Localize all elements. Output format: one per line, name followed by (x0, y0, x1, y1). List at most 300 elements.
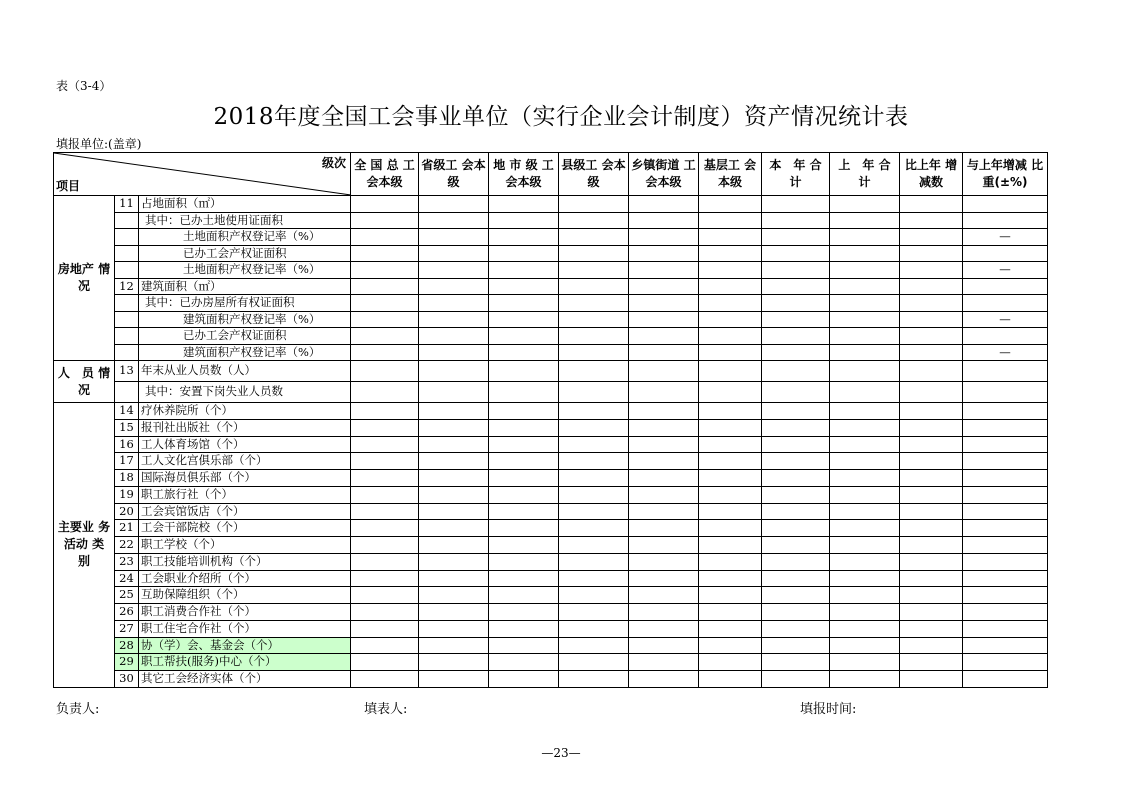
value-cell (559, 278, 629, 295)
value-cell (419, 382, 489, 403)
value-cell (419, 436, 489, 453)
value-cell (900, 436, 963, 453)
value-cell (900, 453, 963, 470)
value-cell (629, 671, 699, 688)
ratio-cell (963, 503, 1048, 520)
value-cell (900, 361, 963, 382)
value-cell (900, 570, 963, 587)
ratio-cell (963, 654, 1048, 671)
value-cell (900, 278, 963, 295)
row-item-label: 建筑面积产权登记率（%） (139, 344, 351, 361)
value-cell (762, 419, 830, 436)
value-cell (419, 553, 489, 570)
value-cell (762, 229, 830, 246)
row-number: 13 (115, 361, 139, 382)
value-cell (351, 486, 419, 503)
value-cell (629, 537, 699, 554)
row-number: 25 (115, 587, 139, 604)
row-number: 17 (115, 453, 139, 470)
value-cell (419, 486, 489, 503)
value-cell (419, 262, 489, 279)
value-cell (699, 671, 762, 688)
table-body (54, 153, 1048, 688)
value-cell (629, 553, 699, 570)
value-cell (830, 196, 900, 213)
value-cell (351, 278, 419, 295)
value-cell (419, 620, 489, 637)
row-item-label: 报刊社出版社（个） (139, 419, 351, 436)
value-cell (489, 587, 559, 604)
value-cell (699, 245, 762, 262)
value-cell (351, 344, 419, 361)
value-cell (559, 196, 629, 213)
value-cell (559, 403, 629, 420)
row-number: 14 (115, 403, 139, 420)
value-cell (559, 212, 629, 229)
category-personnel: 人 员 情 况 (54, 361, 115, 403)
value-cell (762, 671, 830, 688)
value-cell (351, 212, 419, 229)
table-row (54, 654, 1048, 671)
row-item-label: 职工帮扶(服务)中心（个） (139, 654, 351, 671)
value-cell (419, 361, 489, 382)
value-cell (762, 382, 830, 403)
value-cell (762, 344, 830, 361)
col-header: 省级工 会本级 (419, 153, 489, 196)
table-row (54, 245, 1048, 262)
row-item-label: 协（学）会、基金会（个） (139, 637, 351, 654)
value-cell (559, 419, 629, 436)
page-title: 2018年度全国工会事业单位（实行企业会计制度）资产情况统计表 (213, 104, 909, 130)
row-item-label: 职工消费合作社（个） (139, 604, 351, 621)
value-cell (629, 344, 699, 361)
row-number: 23 (115, 553, 139, 570)
value-cell (830, 212, 900, 229)
value-cell (489, 436, 559, 453)
value-cell (629, 278, 699, 295)
table-row (54, 278, 1048, 295)
value-cell (900, 520, 963, 537)
report-time-label: 填报时间: (800, 702, 857, 717)
value-cell (762, 587, 830, 604)
value-cell (489, 570, 559, 587)
value-cell (900, 537, 963, 554)
value-cell (830, 328, 900, 345)
value-cell (351, 604, 419, 621)
value-cell (830, 671, 900, 688)
value-cell (629, 486, 699, 503)
value-cell (699, 637, 762, 654)
value-cell (900, 587, 963, 604)
asset-statistics-table (53, 152, 1048, 688)
value-cell (699, 520, 762, 537)
value-cell (900, 503, 963, 520)
value-cell (699, 229, 762, 246)
header-row (54, 153, 1048, 196)
value-cell (629, 295, 699, 312)
value-cell (830, 604, 900, 621)
value-cell (699, 262, 762, 279)
ratio-cell (963, 419, 1048, 436)
value-cell (559, 503, 629, 520)
value-cell (900, 637, 963, 654)
value-cell (762, 311, 830, 328)
value-cell (699, 295, 762, 312)
value-cell (351, 620, 419, 637)
value-cell (762, 403, 830, 420)
row-item-label: 工人体育场馆（个） (139, 436, 351, 453)
value-cell (559, 262, 629, 279)
table-row (54, 486, 1048, 503)
row-item-label: 工会职业介绍所（个） (139, 570, 351, 587)
value-cell (419, 604, 489, 621)
value-cell (419, 503, 489, 520)
ratio-cell (963, 361, 1048, 382)
row-number (115, 212, 139, 229)
table-code: 表（3-4） (56, 79, 112, 93)
row-number: 16 (115, 436, 139, 453)
value-cell (900, 604, 963, 621)
value-cell (629, 520, 699, 537)
value-cell (830, 311, 900, 328)
value-cell (419, 328, 489, 345)
value-cell (351, 419, 419, 436)
value-cell (629, 637, 699, 654)
row-number (115, 344, 139, 361)
value-cell (351, 520, 419, 537)
ratio-cell (963, 671, 1048, 688)
value-cell (830, 520, 900, 537)
value-cell (629, 570, 699, 587)
col-header: 比上年 增减数 (900, 153, 963, 196)
value-cell (900, 671, 963, 688)
value-cell (830, 587, 900, 604)
row-item-label: 土地面积产权登记率（%） (139, 262, 351, 279)
value-cell (489, 503, 559, 520)
row-item-label: 职工技能培训机构（个） (139, 553, 351, 570)
value-cell (762, 537, 830, 554)
value-cell (900, 419, 963, 436)
value-cell (762, 453, 830, 470)
table-row (54, 537, 1048, 554)
row-number: 20 (115, 503, 139, 520)
value-cell (762, 486, 830, 503)
col-header: 上 年 合 计 (830, 153, 900, 196)
value-cell (629, 262, 699, 279)
ratio-cell (963, 403, 1048, 420)
value-cell (419, 570, 489, 587)
value-cell (699, 382, 762, 403)
value-cell (351, 453, 419, 470)
value-cell (489, 620, 559, 637)
value-cell (900, 196, 963, 213)
value-cell (629, 229, 699, 246)
value-cell (830, 229, 900, 246)
value-cell (351, 570, 419, 587)
value-cell (419, 196, 489, 213)
value-cell (489, 229, 559, 246)
value-cell (762, 503, 830, 520)
value-cell (900, 311, 963, 328)
row-item-label: 已办工会产权证面积 (139, 328, 351, 345)
col-header: 地 市 级 工会本级 (489, 153, 559, 196)
ratio-cell: — (963, 344, 1048, 361)
level-label: 级次 (321, 156, 346, 170)
value-cell (559, 553, 629, 570)
value-cell (559, 229, 629, 246)
value-cell (489, 344, 559, 361)
row-item-label: 工人文化宫俱乐部（个） (139, 453, 351, 470)
value-cell (489, 328, 559, 345)
value-cell (762, 295, 830, 312)
value-cell (762, 278, 830, 295)
value-cell (559, 295, 629, 312)
table-row (54, 637, 1048, 654)
value-cell (351, 537, 419, 554)
value-cell (489, 361, 559, 382)
table-row (54, 212, 1048, 229)
value-cell (699, 311, 762, 328)
ratio-cell (963, 604, 1048, 621)
value-cell (762, 520, 830, 537)
ratio-cell (963, 328, 1048, 345)
value-cell (351, 328, 419, 345)
value-cell (351, 361, 419, 382)
table-row (54, 587, 1048, 604)
value-cell (900, 229, 963, 246)
value-cell (351, 671, 419, 688)
row-item-label: 国际海员俱乐部（个） (139, 470, 351, 487)
value-cell (489, 486, 559, 503)
table-row (54, 403, 1048, 420)
value-cell (699, 328, 762, 345)
value-cell (419, 671, 489, 688)
value-cell (351, 503, 419, 520)
table-row (54, 311, 1048, 328)
value-cell (699, 344, 762, 361)
value-cell (629, 503, 699, 520)
table-row (54, 503, 1048, 520)
row-item-label: 疗休养院所（个） (139, 403, 351, 420)
table-row (54, 620, 1048, 637)
value-cell (699, 196, 762, 213)
value-cell (900, 212, 963, 229)
ratio-cell (963, 453, 1048, 470)
row-item-label: 占地面积（㎡） (139, 196, 351, 213)
value-cell (489, 537, 559, 554)
value-cell (629, 453, 699, 470)
value-cell (559, 620, 629, 637)
table-row (54, 570, 1048, 587)
value-cell (830, 637, 900, 654)
table-row (54, 604, 1048, 621)
value-cell (419, 403, 489, 420)
item-label: 项目 (56, 179, 81, 193)
diagonal-line (54, 153, 351, 195)
value-cell (830, 361, 900, 382)
value-cell (419, 637, 489, 654)
value-cell (762, 436, 830, 453)
value-cell (629, 419, 699, 436)
value-cell (351, 637, 419, 654)
ratio-cell: — (963, 262, 1048, 279)
value-cell (629, 436, 699, 453)
value-cell (629, 587, 699, 604)
value-cell (699, 212, 762, 229)
value-cell (830, 262, 900, 279)
row-item-label: 其中：已办房屋所有权证面积 (139, 295, 351, 312)
value-cell (762, 620, 830, 637)
value-cell (559, 486, 629, 503)
row-item-label: 工会宾馆饭店（个） (139, 503, 351, 520)
table-row (54, 436, 1048, 453)
value-cell (629, 196, 699, 213)
value-cell (900, 553, 963, 570)
value-cell (762, 245, 830, 262)
value-cell (489, 278, 559, 295)
value-cell (489, 604, 559, 621)
table-row (54, 229, 1048, 246)
value-cell (351, 229, 419, 246)
value-cell (699, 587, 762, 604)
value-cell (489, 262, 559, 279)
value-cell (629, 604, 699, 621)
value-cell (830, 344, 900, 361)
value-cell (351, 436, 419, 453)
value-cell (489, 637, 559, 654)
ratio-cell (963, 295, 1048, 312)
row-item-label: 职工住宅合作社（个） (139, 620, 351, 637)
value-cell (830, 553, 900, 570)
value-cell (830, 486, 900, 503)
value-cell (699, 604, 762, 621)
row-number: 30 (115, 671, 139, 688)
ratio-cell (963, 486, 1048, 503)
value-cell (419, 654, 489, 671)
value-cell (830, 570, 900, 587)
value-cell (489, 553, 559, 570)
value-cell (559, 570, 629, 587)
value-cell (559, 604, 629, 621)
value-cell (489, 382, 559, 403)
value-cell (629, 382, 699, 403)
value-cell (559, 311, 629, 328)
row-number: 19 (115, 486, 139, 503)
value-cell (830, 537, 900, 554)
value-cell (419, 537, 489, 554)
ratio-cell (963, 570, 1048, 587)
value-cell (699, 486, 762, 503)
value-cell (900, 295, 963, 312)
value-cell (489, 520, 559, 537)
ratio-cell (963, 212, 1048, 229)
value-cell (559, 671, 629, 688)
row-number: 21 (115, 520, 139, 537)
value-cell (559, 654, 629, 671)
ratio-cell (963, 537, 1048, 554)
row-item-label: 其中：已办土地使用证面积 (139, 212, 351, 229)
value-cell (351, 403, 419, 420)
row-item-label: 职工学校（个） (139, 537, 351, 554)
value-cell (351, 382, 419, 403)
row-item-label: 土地面积产权登记率（%） (139, 229, 351, 246)
value-cell (559, 344, 629, 361)
ratio-cell (963, 470, 1048, 487)
value-cell (489, 654, 559, 671)
ratio-cell (963, 196, 1048, 213)
value-cell (830, 654, 900, 671)
row-number: 22 (115, 537, 139, 554)
row-number: 11 (115, 196, 139, 213)
ratio-cell (963, 436, 1048, 453)
value-cell (351, 295, 419, 312)
value-cell (419, 295, 489, 312)
row-number (115, 328, 139, 345)
value-cell (900, 382, 963, 403)
value-cell (900, 486, 963, 503)
table-row (54, 361, 1048, 382)
value-cell (762, 361, 830, 382)
row-item-label: 其中：安置下岗失业人员数 (139, 382, 351, 403)
value-cell (559, 637, 629, 654)
value-cell (419, 245, 489, 262)
value-cell (351, 196, 419, 213)
row-number: 18 (115, 470, 139, 487)
value-cell (489, 196, 559, 213)
value-cell (559, 328, 629, 345)
page-number: —23— (541, 746, 581, 760)
value-cell (629, 620, 699, 637)
value-cell (830, 295, 900, 312)
row-item-label: 建筑面积产权登记率（%） (139, 311, 351, 328)
value-cell (699, 453, 762, 470)
value-cell (629, 361, 699, 382)
value-cell (489, 419, 559, 436)
value-cell (629, 654, 699, 671)
value-cell (559, 245, 629, 262)
value-cell (419, 212, 489, 229)
value-cell (629, 311, 699, 328)
value-cell (830, 278, 900, 295)
row-item-label: 其它工会经济实体（个） (139, 671, 351, 688)
value-cell (489, 245, 559, 262)
value-cell (559, 537, 629, 554)
value-cell (830, 503, 900, 520)
row-number: 15 (115, 419, 139, 436)
table-row (54, 419, 1048, 436)
value-cell (830, 470, 900, 487)
table-row (54, 262, 1048, 279)
value-cell (762, 604, 830, 621)
value-cell (699, 470, 762, 487)
value-cell (351, 262, 419, 279)
value-cell (629, 403, 699, 420)
value-cell (419, 344, 489, 361)
col-header: 本 年 合 计 (762, 153, 830, 196)
value-cell (699, 570, 762, 587)
value-cell (489, 212, 559, 229)
reporting-unit-label: 填报单位:(盖章) (56, 137, 142, 151)
value-cell (419, 520, 489, 537)
row-item-label: 工会干部院校（个） (139, 520, 351, 537)
value-cell (830, 419, 900, 436)
value-cell (559, 587, 629, 604)
value-cell (351, 654, 419, 671)
value-cell (629, 245, 699, 262)
value-cell (351, 245, 419, 262)
value-cell (762, 570, 830, 587)
ratio-cell (963, 620, 1048, 637)
